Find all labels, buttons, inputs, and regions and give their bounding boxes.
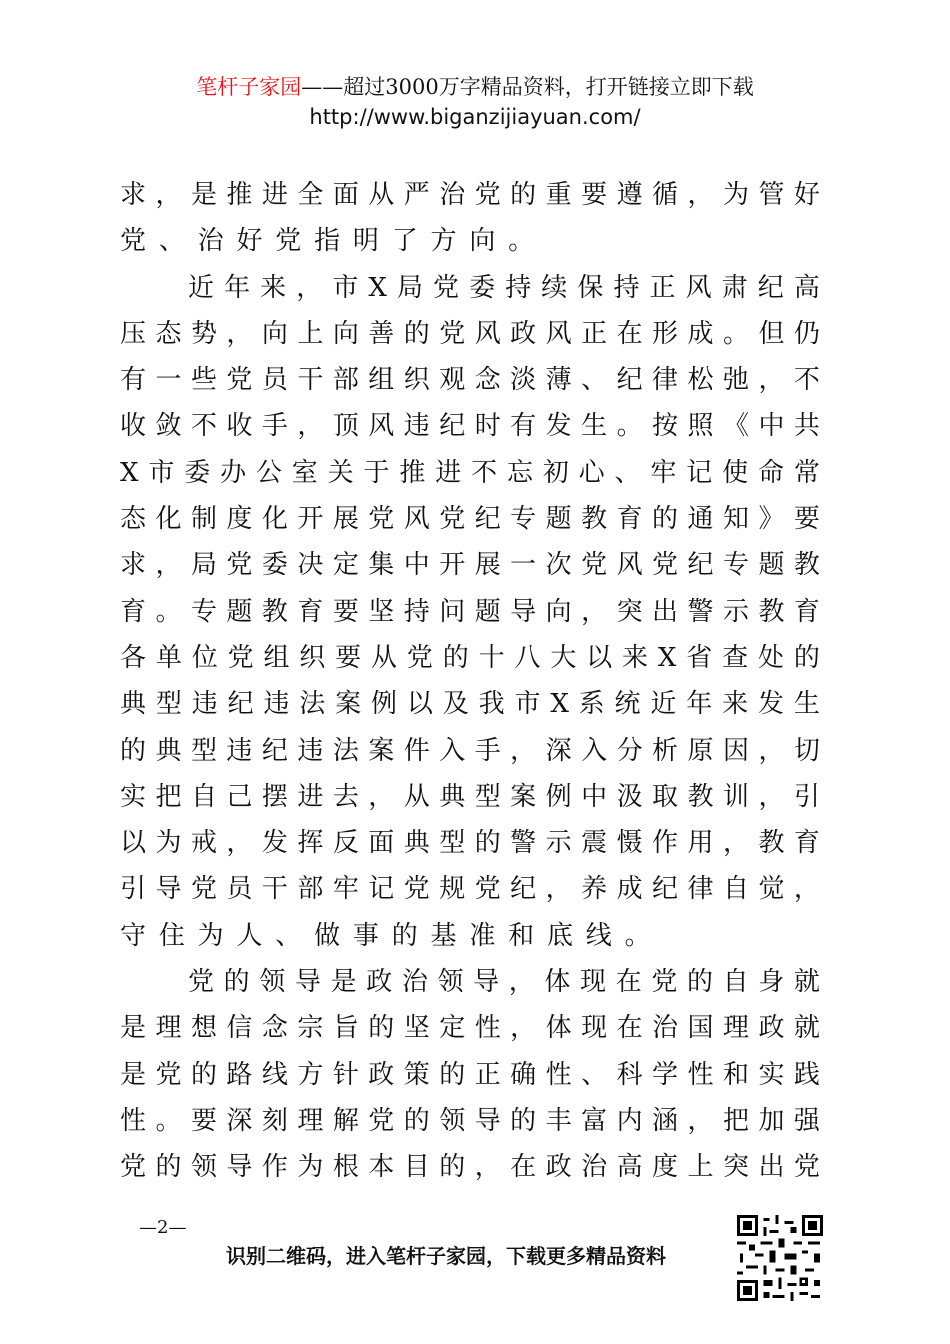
text-line: 是 理 想 信 念 宗 旨 的 坚 定 性 ， 体 现 在 治 国 理 政 就	[120, 1013, 820, 1044]
text-line: 以 为 戒 ， 发 挥 反 面 典 型 的 警 示 震 慑 作 用 ， 教 育	[120, 828, 820, 859]
header-tagline: ——超过3000万字精品资料，打开链接立即下载	[301, 75, 754, 99]
text-line: 党 的 领 导 作 为 根 本 目 的 ， 在 政 治 高 度 上 突 出 党	[120, 1152, 820, 1183]
text-line: 是 党 的 路 线 方 针 政 策 的 正 确 性 、 科 学 性 和 实 践	[120, 1059, 820, 1090]
text-line: 压 态 势 ， 向 上 向 善 的 党 风 政 风 正 在 形 成 。 但 仍	[120, 318, 820, 349]
text-line: 的 典 型 违 纪 违 法 案 件 入 手 ， 深 入 分 析 原 因 ， 切	[120, 735, 820, 766]
text-line: 守 住 为 人 、 做 事 的 基 准 和 底 线 。	[120, 920, 651, 951]
text-line: 党 的 领 导 是 政 治 领 导 ， 体 现 在 党 的 自 身 就	[188, 967, 820, 998]
header-url[interactable]: http://www.biganzijiayuan.com/	[309, 105, 641, 129]
text-line: X 市 委 办 公 室 关 于 推 进 不 忘 初 心 、 牢 记 使 命 常	[120, 457, 820, 488]
text-line: 育 。 专 题 教 育 要 坚 持 问 题 导 向 ， 突 出 警 示 教 育	[120, 596, 820, 627]
text-line: 引 导 党 员 干 部 牢 记 党 规 党 纪 ， 养 成 纪 律 自 觉 ，	[120, 874, 820, 905]
text-line: 党 、 治 好 党 指 明 了 方 向 。	[120, 226, 535, 257]
qr-code-icon[interactable]	[737, 1215, 823, 1301]
text-line: 实 把 自 己 摆 进 去 ， 从 典 型 案 例 中 汲 取 教 训 ， 引	[120, 781, 820, 812]
text-line: 求 ， 是 推 进 全 面 从 严 治 党 的 重 要 遵 循 ， 为 管 好	[120, 180, 820, 210]
footer-text: 识别二维码，进入笔杆子家园，下载更多精品资料	[226, 1244, 666, 1268]
text-line: 性 。 要 深 刻 理 解 党 的 领 导 的 丰 富 内 涵 ， 把 加 强	[120, 1105, 820, 1136]
text-line: 收 敛 不 收 手 ， 顶 风 违 纪 时 有 发 生 。 按 照 《 中 共	[120, 411, 820, 442]
text-line: 有 一 些 党 员 干 部 组 织 观 念 淡 薄 、 纪 律 松 弛 ， 不	[120, 365, 820, 396]
text-line: 近 年 来 ， 市 X 局 党 委 持 续 保 持 正 风 肃 纪 高	[188, 272, 820, 303]
text-line: 各 单 位 党 组 织 要 从 党 的 十 八 大 以 来 X 省 查 处 的	[120, 642, 820, 673]
page-number: —2—	[139, 1217, 187, 1238]
text-line: 态 化 制 度 化 开 展 党 风 党 纪 专 题 教 育 的 通 知 》 要	[120, 504, 820, 535]
text-line: 求 ， 局 党 委 决 定 集 中 开 展 一 次 党 风 党 纪 专 题 教	[120, 550, 820, 581]
document-body	[120, 172, 820, 1191]
page-header	[0, 72, 950, 132]
brand-name: 笔杆子家园	[196, 75, 302, 99]
text-line: 典 型 违 纪 违 法 案 例 以 及 我 市 X 系 统 近 年 来 发 生	[120, 689, 820, 720]
